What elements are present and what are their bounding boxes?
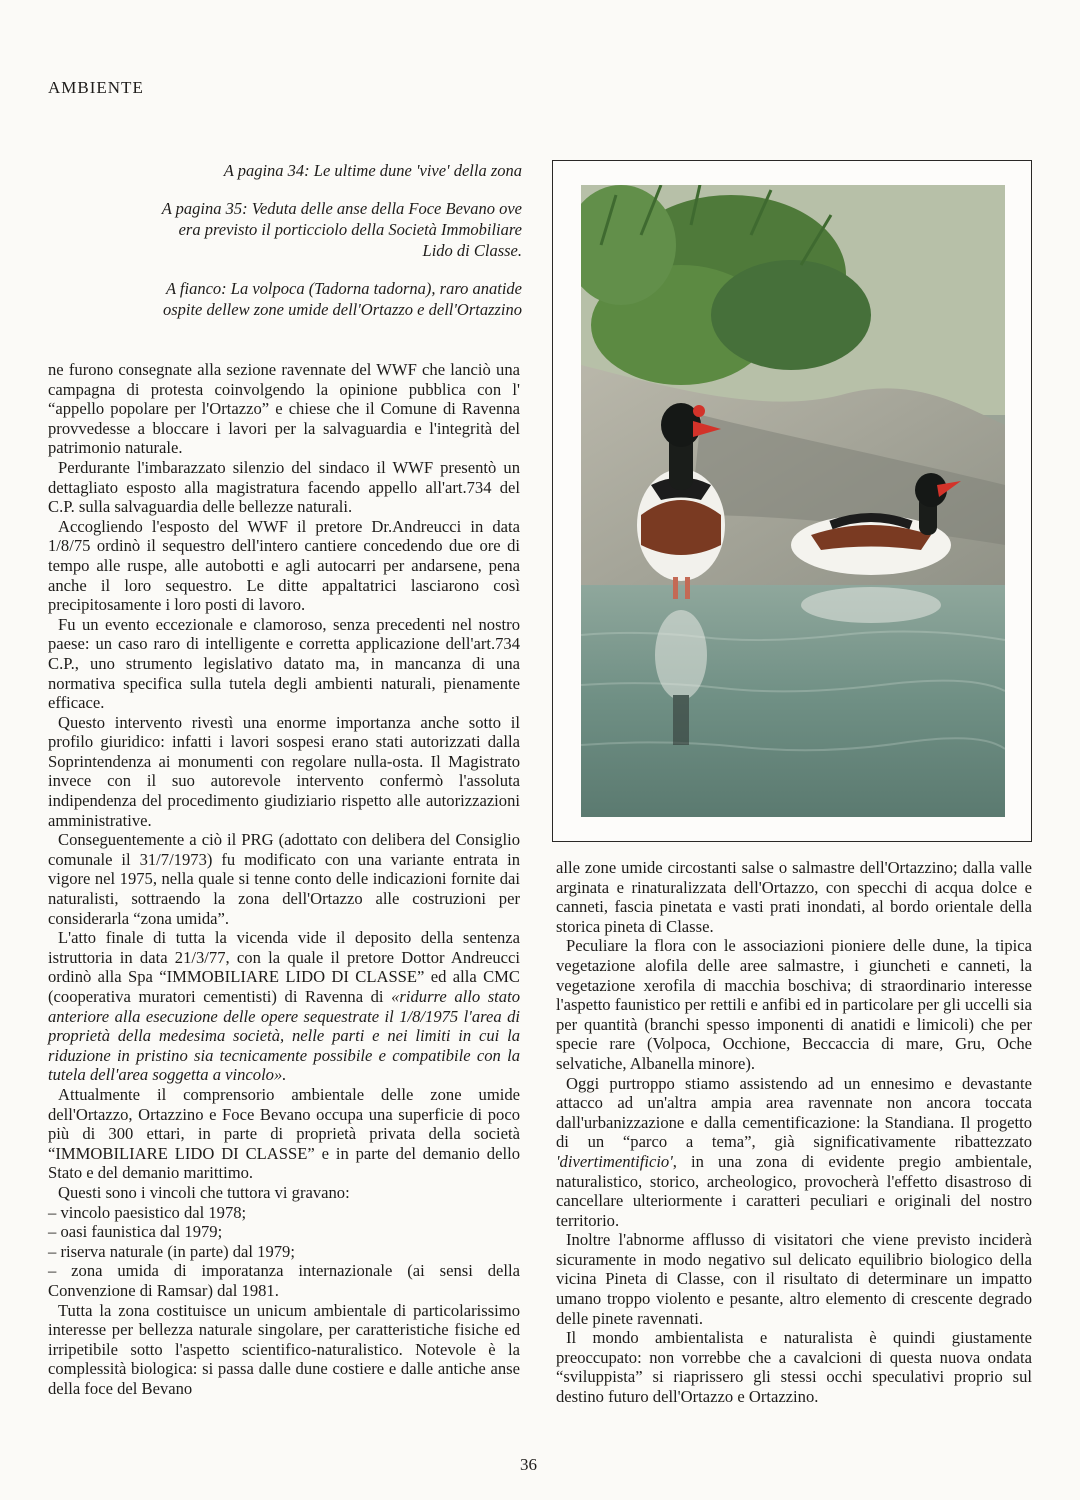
paragraph: Peculiare la flora con le associazioni pioniere delle dune, la tipica vegetazione alofila delle aree salmastre, i giuncheti e canneti, la vegetazione xerofila di macchia boschiva; di straordinario interesse l'aspetto faunistico per rettili e anfibi ed in particolare per gli uccelli sia per quantità (branchi spesso imponenti di anatidi e limicoli) che per specie rare (Volpoca, Occhione, Beccaccia di mare, Gru, Oche selvatiche, Albanella minore). [556,936,1032,1073]
shelduck-photo [581,185,1005,817]
constraint-item: – zona umida di imporatanza internazionale (ai sensi della Convenzione di Ramsar) dal 1981. [48,1261,520,1300]
caption-page-35: A pagina 35: Veduta delle anse della Foce Bevano ove era previsto il porticciolo della Società Immobiliare Lido di Classe. [161,199,522,260]
paragraph: Attualmente il comprensorio ambientale delle zone umide dell'Ortazzo, Ortazzino e Foce Bevano occupa una superficie di poco più di 300 ettari, in parte di proprietà privata della società “IMMOBILIARE LIDO DI CLASSE” e in parte del demanio dello Stato e del demanio marittimo. [48,1084,520,1183]
paragraph: Fu un evento eccezionale e clamoroso, senza precedenti nel nostro paese: un caso raro di intelligente e corretta applicazione dell'art.734 C.P., uno strumento legislativo datato ma, in mancanza di una normativa specifica sulla tutela degli ambienti naturali, pienamente efficace. [48,614,520,713]
right-column [556,858,1032,1407]
constraint-item: – vincolo paesistico dal 1978; [48,1202,247,1222]
paragraph: Questo intervento rivestì una enorme importanza anche sotto il profilo giuridico: infatti i lavori sospesi erano stati autorizzati dalla Soprintendenza ai monumenti con regolare nulla-osta. Il Magistrato invece con il suo autorevole intervento confermò l'assoluta indipendenza del procedimento giudiziario rispetto alle autorizzazioni amministrative. [48,712,520,830]
section-header: AMBIENTE [48,78,144,97]
text-run: Oggi purtroppo stiamo assistendo ad un ennesimo e devastante attacco ad un'altra ampia area ravennate non ancora toccata dall'urbanizzazione e dalla cementificazione: la Standiana. Il progetto di un “parco a tema”, già significativamente ribattezzato [556,1073,1032,1152]
verdict-paragraph [48,928,520,1085]
photo-captions [150,160,522,320]
caption-side-photo: A fianco: La volpoca (Tadorna tadorna), raro anatide ospite dellew zone umide dell'Ortazzo e dell'Ortazzino [162,279,522,319]
verdict-quote: «ridurre allo stato anteriore alla esecuzione delle opere sequestrate il 1/8/1975 l'area di proprietà della medesima società, nelle parti e nei limiti in cui la riduzione in pristino sia tecnicamente possibile e compatibile con la tutela dell'area soggetta a vincolo». [48,987,520,1085]
page-number: 36 [520,1455,537,1474]
verdict-intro: L'atto finale di tutta la vicenda vide il deposito della sentenza istruttoria in data 21/3/77, con la quale il pretore Dottor Andreucci ordinò alla Spa “IMMOBILIARE LIDO DI CLASSE” ed alla CMC (cooperativa muratori cementisti) di Ravenna di [48,928,520,1006]
paragraph: ne furono consegnate alla sezione ravennate del WWF che lanciò una campagna di protesta coinvolgendo la opinione pubblica con l' “appello popolare per l'Ortazzo” e chiese che il Comune di Ravenna provvedesse a bloccare i lavori per la salvaguardia e l'integrità del patrimonio naturale. [48,360,520,458]
text-run: , in una zona di evidente pregio ambientale, naturalistico, storico, archeologico, provocherà l'effetto disastroso di cancellare ulteriormente i caratteri peculiari e originali del nostro territorio. [556,1151,1032,1230]
left-column [48,360,520,1398]
photo-frame [552,160,1032,842]
paragraph: Questi sono i vincoli che tuttora vi gravano: [58,1182,350,1202]
italic-term: 'divertimentificio' [556,1151,673,1171]
paragraph [556,1074,1032,1231]
paragraph: Tutta la zona costituisce un unicum ambientale di particolarissimo interesse per bellezza naturale singolare, per caratteristiche fisiche ed irripetibile sotto l'aspetto scientifico-naturalistico. Notevole è la complessità biologica: si passa dalle dune costiere e dalle antiche anse della foce del Bevano [48,1300,520,1398]
caption-page-34: A pagina 34: Le ultime dune 'vive' della zona [223,161,522,180]
paragraph: Il mondo ambientalista e naturalista è quindi giustamente preoccupato: non vorrebbe che a cavalcioni di questa nuova ondata “sviluppista” si riaprissero gli stessi occhi speculativi proprio sul destino futuro dell'Ortazzo e Ortazzino. [556,1328,1032,1407]
paragraph: Perdurante l'imbarazzato silenzio del sindaco il WWF presentò un dettagliato esposto alla magistratura facendo appello all'art.734 del C.P. sulla salvaguardia delle bellezze naturali. [48,457,520,517]
constraint-item: – riserva naturale (in parte) dal 1979; [48,1241,295,1261]
paragraph: Conseguentemente a ciò il PRG (adottato con delibera del Consiglio comunale il 31/7/1973) fu modificato con una variante entrata in vigore nel 1975, nella quale si tenne conto delle indicazioni fornite dai naturalisti, sottraendo la zona dell'Ortazzo alle costruzioni per considerarla “zona umida”. [48,830,520,928]
paragraph: Inoltre l'abnorme afflusso di visitatori che viene previsto inciderà sicuramente in modo negativo sul delicato equilibrio biologico della vicina Pineta di Classe, con il risultato di determinare un impatto umano troppo violento e pesante, altro elemento di crescente degrado delle pinete ravennati. [556,1230,1032,1328]
paragraph: alle zone umide circostanti salse o salmastre dell'Ortazzino; dalla valle arginata e rinaturalizzata dell'Ortazzo, con specchi di acqua dolce e canneti, fascia pinetata e vasti prati inondati, al bordo orientale della storica pineta di Classe. [556,858,1032,936]
constraint-item: – oasi faunistica dal 1979; [48,1222,223,1242]
paragraph: Accogliendo l'esposto del WWF il pretore Dr.Andreucci in data 1/8/75 ordinò il sequestro dell'intero cantiere concedendo due ore di tempo alle ruspe, alle autobotti e agli autocarri per andarsene, pena anche il loro sequestro. Le ditte appaltatrici lasciarono così precipitosamente i loro posti di lavoro. [48,516,520,615]
